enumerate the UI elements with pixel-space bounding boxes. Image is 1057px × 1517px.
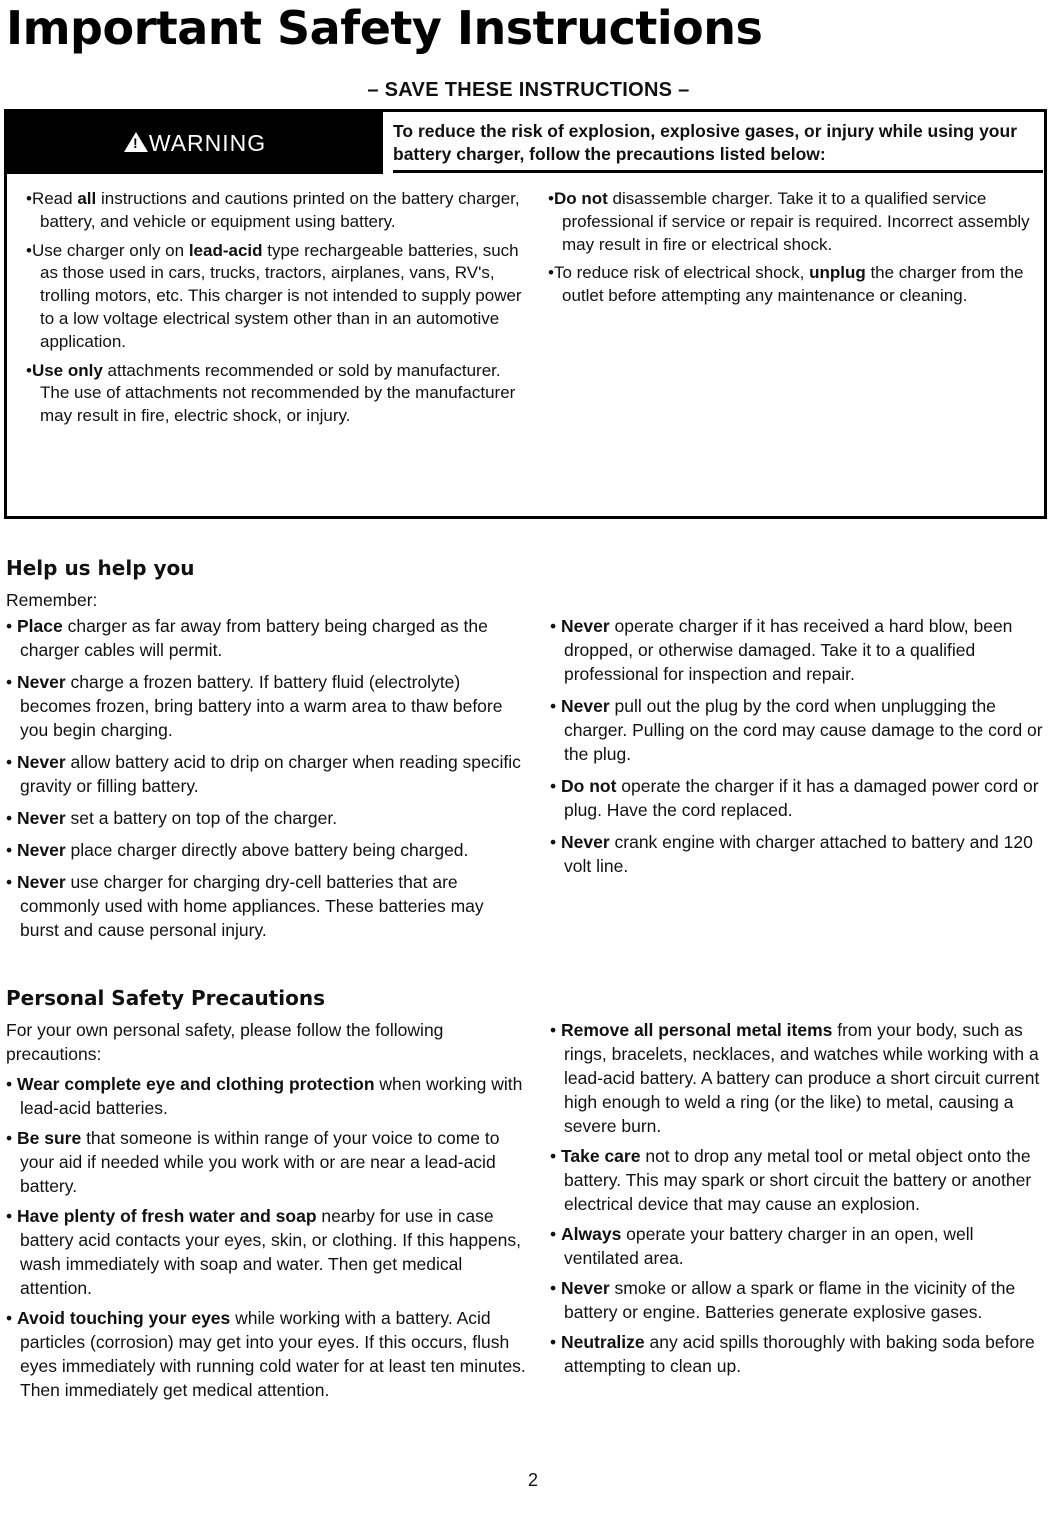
list-item: • Never use charger for charging dry-cell batteries that are commonly used with home appliances. These batteries may burst and cause personal injury.	[6, 872, 484, 940]
warning-right-column	[548, 188, 1038, 308]
list-item: • Never set a battery on top of the charger.	[6, 808, 338, 828]
list-item: •Use only attachments recommended or sold by manufacturer. The use of attachments not recommended by the manufacturer may result in fire, electric shock, or injury.	[26, 360, 516, 426]
list-item: • Avoid touching your eyes while working with a battery. Acid particles (corrosion) may get into your eyes. If this occurs, flush eyes immediately with running cold water for at least ten minutes. Then immediately get medical attention.	[6, 1308, 526, 1400]
page-number: 2	[528, 1470, 539, 1490]
list-item: • Never allow battery acid to drip on charger when reading specific gravity or filling battery.	[6, 752, 521, 796]
warning-headline: To reduce the risk of explosion, explosive gases, or injury while using your battery charger, follow the precautions listed below:	[393, 120, 1043, 173]
warning-label	[7, 112, 383, 174]
list-item: •Read all instructions and cautions printed on the battery charger, battery, and vehicle or equipment using battery.	[26, 189, 520, 231]
list-item: • Always operate your battery charger in an open, well ventilated area.	[550, 1224, 974, 1268]
page-title: Important Safety Instructions	[6, 1, 763, 55]
help-left-column	[6, 614, 526, 942]
help-right-column	[550, 614, 1053, 878]
list-item: • Never place charger directly above battery being charged.	[6, 840, 469, 860]
help-heading: Help us help you	[6, 556, 195, 580]
personal-right-column	[550, 1018, 1053, 1378]
list-item: • Take care not to drop any metal tool or metal object onto the battery. This may spark or short circuit the battery or another electrical device that may cause an explosion.	[550, 1146, 1032, 1214]
list-item: • Never crank engine with charger attached to battery and 120 volt line.	[550, 832, 1033, 876]
list-item: •Do not disassemble charger. Take it to a qualified service professional if service or repair is required. Incorrect assembly may result in fire or electrical shock.	[548, 189, 1030, 254]
warning-left-column	[26, 188, 522, 428]
list-item: • Neutralize any acid spills thoroughly with baking soda before attempting to clean up.	[550, 1332, 1035, 1376]
list-item: • Place charger as far away from battery being charged as the charger cables will permit.	[6, 616, 488, 660]
list-item: • Remove all personal metal items from your body, such as rings, bracelets, necklaces, and watches while working with a lead-acid battery. A battery can produce a short circuit current high enough to weld a ring (or the like) to metal, causing a severe burn.	[550, 1020, 1040, 1136]
warning-triangle-icon: !	[124, 132, 148, 152]
list-item: • Wear complete eye and clothing protection when working with lead-acid batteries.	[6, 1074, 523, 1118]
list-item: •To reduce risk of electrical shock, unplug the charger from the outlet before attempting any maintenance or cleaning.	[548, 263, 1024, 306]
save-instructions-subtitle: – SAVE THESE INSTRUCTIONS –	[367, 79, 690, 101]
help-intro: Remember:	[6, 590, 98, 610]
personal-safety-heading: Personal Safety Precautions	[6, 986, 325, 1010]
personal-intro: For your own personal safety, please follow the following precautions:	[6, 1020, 444, 1064]
list-item: •Use charger only on lead-acid type rechargeable batteries, such as those used in cars, trucks, tractors, airplanes, vans, RV's, trolling motors, etc. This charger is not intended to supply power to a low voltage electrical system other than in an automotive application.	[26, 240, 522, 351]
list-item: • Have plenty of fresh water and soap nearby for use in case battery acid contacts your eyes, skin, or clothing. If this happens, wash immediately with soap and water. Then get medical attention.	[6, 1206, 521, 1298]
personal-left-column	[6, 1018, 526, 1402]
list-item: • Never operate charger if it has received a hard blow, been dropped, or otherwise damaged. Take it to a qualified professional for inspection and repair.	[550, 616, 1013, 684]
list-item: • Do not operate the charger if it has a damaged power cord or plug. Have the cord replaced.	[550, 776, 1039, 820]
list-item: • Never pull out the plug by the cord when unplugging the charger. Pulling on the cord may cause damage to the cord or the plug.	[550, 696, 1043, 764]
list-item: • Be sure that someone is within range of your voice to come to your aid if needed while you work with or are near a lead-acid battery.	[6, 1128, 500, 1196]
list-item: • Never charge a frozen battery. If battery fluid (electrolyte) becomes frozen, bring battery into a warm area to thaw before you begin charging.	[6, 672, 503, 740]
warning-box	[4, 109, 1047, 519]
warning-label-text: WARNING	[148, 129, 267, 156]
list-item: • Never smoke or allow a spark or flame in the vicinity of the battery or engine. Batteries generate explosive gases.	[550, 1278, 1016, 1322]
